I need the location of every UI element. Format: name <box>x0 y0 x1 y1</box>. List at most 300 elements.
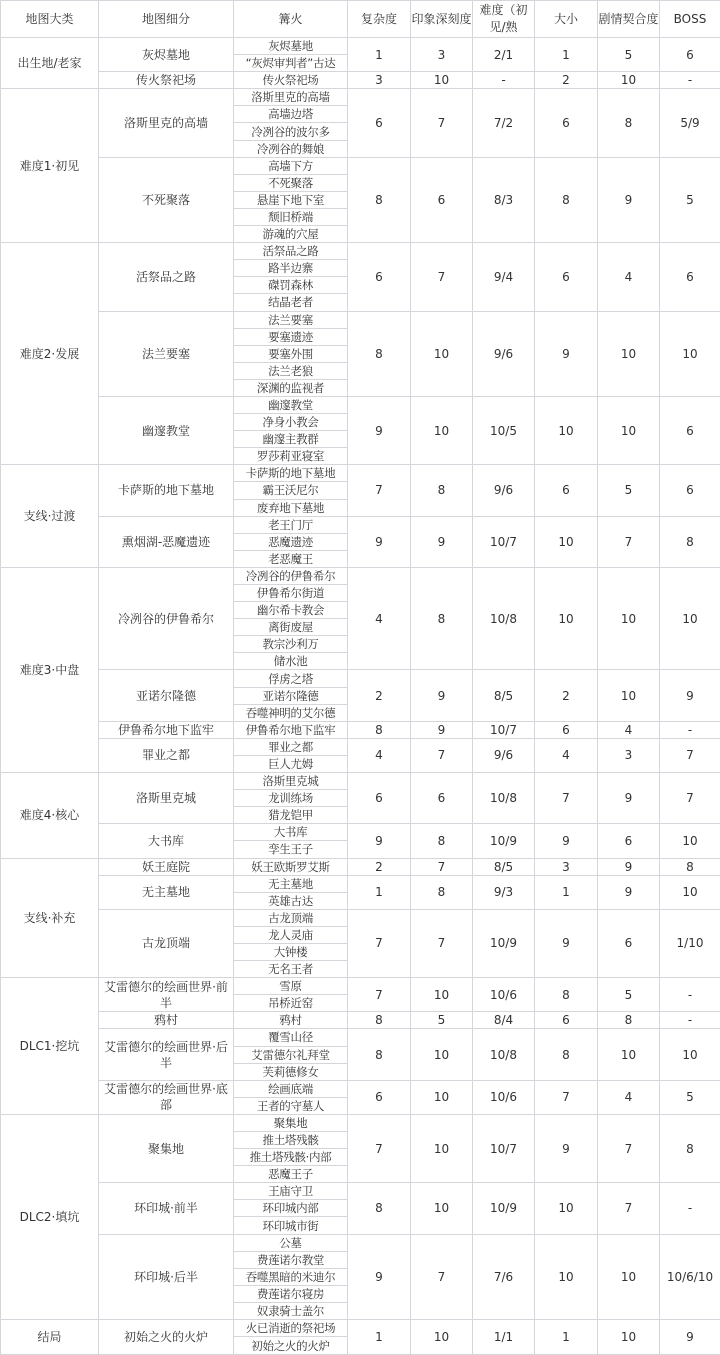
table-row <box>1 89 720 106</box>
area-cell: 活祭品之路 <box>99 243 234 311</box>
impression-cell: 10 <box>411 72 473 89</box>
impression-cell: 7 <box>411 909 473 977</box>
area-cell: 传火祭祀场 <box>99 72 234 89</box>
bonfire-cell: 俘虏之塔 <box>234 670 348 687</box>
complexity-cell: 7 <box>348 1114 411 1182</box>
boss-cell: 10 <box>660 875 720 909</box>
size-cell: 9 <box>535 311 598 396</box>
difficulty-cell: 7/2 <box>473 89 535 157</box>
header-area: 地图细分 <box>99 1 234 38</box>
size-cell: 10 <box>535 396 598 464</box>
bonfire-cell: 龙人灵庙 <box>234 926 348 943</box>
boss-cell: 10 <box>660 311 720 396</box>
impression-cell: 10 <box>411 1114 473 1182</box>
impression-cell: 10 <box>411 311 473 396</box>
impression-cell: 8 <box>411 465 473 516</box>
bonfire-cell: 霸王沃尼尔 <box>234 482 348 499</box>
difficulty-cell: 10/6 <box>473 978 535 1012</box>
table-row <box>1 567 720 584</box>
size-cell: 10 <box>535 567 598 670</box>
size-cell: 1 <box>535 1320 598 1355</box>
bonfire-cell: 艾雷德尔礼拜堂 <box>234 1046 348 1063</box>
size-cell: 8 <box>535 1029 598 1080</box>
bonfire-cell: 不死聚落 <box>234 174 348 191</box>
size-cell: 7 <box>535 773 598 824</box>
table-row <box>1 1012 720 1029</box>
complexity-cell: 9 <box>348 396 411 464</box>
size-cell: 1 <box>535 38 598 72</box>
difficulty-cell: 10/7 <box>473 1114 535 1182</box>
table-row <box>1 670 720 687</box>
boss-cell: 8 <box>660 858 720 875</box>
difficulty-cell: 2/1 <box>473 38 535 72</box>
bonfire-cell: 卡萨斯的地下墓地 <box>234 465 348 482</box>
size-cell: 10 <box>535 516 598 567</box>
size-cell: 2 <box>535 670 598 721</box>
bonfire-cell: 孪生王子 <box>234 841 348 858</box>
bonfire-cell: 冷冽谷的波尔多 <box>234 123 348 140</box>
size-cell: 7 <box>535 1080 598 1114</box>
difficulty-cell: 10/9 <box>473 909 535 977</box>
boss-cell: 6 <box>660 465 720 516</box>
story-cell: 8 <box>598 89 660 157</box>
difficulty-cell: 10/9 <box>473 824 535 858</box>
story-cell: 9 <box>598 858 660 875</box>
bonfire-cell: 吞噬神明的艾尔德 <box>234 704 348 721</box>
boss-cell: - <box>660 1183 720 1234</box>
table-row <box>1 858 720 875</box>
category-cell: 难度4·核心 <box>1 773 99 858</box>
bonfire-cell: 初始之火的火炉 <box>234 1337 348 1355</box>
size-cell: 10 <box>535 1234 598 1319</box>
area-cell: 无主墓地 <box>99 875 234 909</box>
complexity-cell: 8 <box>348 1183 411 1234</box>
size-cell: 9 <box>535 909 598 977</box>
difficulty-cell: 9/6 <box>473 738 535 772</box>
bonfire-cell: “灰烬审判者”古达 <box>234 55 348 72</box>
impression-cell: 7 <box>411 89 473 157</box>
impression-cell: 9 <box>411 721 473 738</box>
story-cell: 9 <box>598 773 660 824</box>
table-row <box>1 824 720 841</box>
table-row <box>1 243 720 260</box>
bonfire-cell: 大钟楼 <box>234 943 348 960</box>
area-cell: 聚集地 <box>99 1114 234 1182</box>
difficulty-cell: 9/3 <box>473 875 535 909</box>
bonfire-cell: 伊鲁希尔地下监牢 <box>234 721 348 738</box>
bonfire-cell: 净身小教会 <box>234 414 348 431</box>
bonfire-cell: 吊桥近窑 <box>234 995 348 1012</box>
complexity-cell: 2 <box>348 670 411 721</box>
bonfire-cell: 雪原 <box>234 978 348 995</box>
bonfire-cell: 王者的守墓人 <box>234 1097 348 1114</box>
complexity-cell: 1 <box>348 1320 411 1355</box>
bonfire-cell: 绘画底端 <box>234 1080 348 1097</box>
table-row <box>1 978 720 995</box>
bonfire-cell: 幽尔希卡教会 <box>234 602 348 619</box>
area-cell: 伊鲁希尔地下监牢 <box>99 721 234 738</box>
bonfire-cell: 费莲诺尔寝房 <box>234 1285 348 1302</box>
bonfire-cell: 游魂的穴屋 <box>234 226 348 243</box>
story-cell: 5 <box>598 465 660 516</box>
story-cell: 10 <box>598 670 660 721</box>
boss-cell: 9 <box>660 670 720 721</box>
category-cell: 难度1·初见 <box>1 89 99 243</box>
bonfire-cell: 火已消逝的祭祀场 <box>234 1320 348 1337</box>
bonfire-cell: 悬崖下地下室 <box>234 191 348 208</box>
impression-cell: 7 <box>411 738 473 772</box>
complexity-cell: 8 <box>348 157 411 242</box>
bonfire-cell: 环印城市街 <box>234 1217 348 1234</box>
bonfire-cell: 英雄古达 <box>234 892 348 909</box>
area-cell: 鸦村 <box>99 1012 234 1029</box>
bonfire-cell: 老恶魔王 <box>234 550 348 567</box>
bonfire-cell: 法兰要塞 <box>234 311 348 328</box>
boss-cell: - <box>660 72 720 89</box>
boss-cell: 8 <box>660 1114 720 1182</box>
table-row <box>1 1320 720 1337</box>
table-row <box>1 1029 720 1046</box>
category-cell: 难度3·中盘 <box>1 567 99 772</box>
table-row <box>1 157 720 174</box>
table-row <box>1 773 720 790</box>
size-cell: 9 <box>535 1114 598 1182</box>
header-impression: 印象深刻度 <box>411 1 473 38</box>
complexity-cell: 2 <box>348 858 411 875</box>
size-cell: 9 <box>535 824 598 858</box>
bonfire-cell: 储水池 <box>234 653 348 670</box>
bonfire-cell: 推土塔残骸 <box>234 1132 348 1149</box>
story-cell: 10 <box>598 311 660 396</box>
bonfire-cell: 费莲诺尔教堂 <box>234 1251 348 1268</box>
difficulty-cell: 10/7 <box>473 516 535 567</box>
area-cell: 环印城·后半 <box>99 1234 234 1319</box>
area-cell: 灰烬墓地 <box>99 38 234 72</box>
bonfire-cell: 奴隶骑士盖尔 <box>234 1302 348 1319</box>
size-cell: 8 <box>535 157 598 242</box>
header-boss: BOSS <box>660 1 720 38</box>
impression-cell: 7 <box>411 1234 473 1319</box>
bonfire-cell: 教宗沙利万 <box>234 636 348 653</box>
bonfire-cell: 无名王者 <box>234 961 348 978</box>
header-bonfire: 篝火 <box>234 1 348 38</box>
bonfire-cell: 颓旧桥端 <box>234 208 348 225</box>
bonfire-cell: 法兰老狼 <box>234 362 348 379</box>
complexity-cell: 1 <box>348 875 411 909</box>
table-row <box>1 738 720 755</box>
difficulty-cell: 10/9 <box>473 1183 535 1234</box>
table-row <box>1 909 720 926</box>
size-cell: 8 <box>535 978 598 1012</box>
area-cell: 卡萨斯的地下墓地 <box>99 465 234 516</box>
boss-cell: 10 <box>660 567 720 670</box>
story-cell: 9 <box>598 157 660 242</box>
impression-cell: 8 <box>411 875 473 909</box>
table-row <box>1 1080 720 1097</box>
complexity-cell: 6 <box>348 243 411 311</box>
category-cell: 支线·补充 <box>1 858 99 978</box>
story-cell: 3 <box>598 738 660 772</box>
bonfire-cell: 要塞遗迹 <box>234 328 348 345</box>
header-size: 大小 <box>535 1 598 38</box>
table-row <box>1 311 720 328</box>
bonfire-cell: 伊鲁希尔街道 <box>234 585 348 602</box>
impression-cell: 5 <box>411 1012 473 1029</box>
difficulty-cell: 10/8 <box>473 773 535 824</box>
impression-cell: 7 <box>411 243 473 311</box>
impression-cell: 6 <box>411 773 473 824</box>
category-cell: 支线·过渡 <box>1 465 99 568</box>
area-cell: 法兰要塞 <box>99 311 234 396</box>
complexity-cell: 8 <box>348 1029 411 1080</box>
bonfire-cell: 罗莎莉亚寝室 <box>234 448 348 465</box>
complexity-cell: 6 <box>348 89 411 157</box>
size-cell: 6 <box>535 721 598 738</box>
story-cell: 8 <box>598 1012 660 1029</box>
bonfire-cell: 罪业之都 <box>234 738 348 755</box>
difficulty-cell: 10/7 <box>473 721 535 738</box>
impression-cell: 9 <box>411 516 473 567</box>
area-cell: 洛斯里克城 <box>99 773 234 824</box>
category-cell: 出生地/老家 <box>1 38 99 89</box>
complexity-cell: 8 <box>348 311 411 396</box>
bonfire-cell: 猎龙铠甲 <box>234 807 348 824</box>
table-row <box>1 1114 720 1131</box>
difficulty-cell: 9/4 <box>473 243 535 311</box>
bonfire-cell: 大书库 <box>234 824 348 841</box>
complexity-cell: 4 <box>348 738 411 772</box>
area-cell: 艾雷德尔的绘画世界·后半 <box>99 1029 234 1080</box>
story-cell: 10 <box>598 1029 660 1080</box>
area-cell: 冷冽谷的伊鲁希尔 <box>99 567 234 670</box>
complexity-cell: 6 <box>348 773 411 824</box>
bonfire-cell: 冷冽谷的舞娘 <box>234 140 348 157</box>
complexity-cell: 8 <box>348 721 411 738</box>
table-row <box>1 72 720 89</box>
table-body <box>1 38 720 1355</box>
difficulty-cell: 8/3 <box>473 157 535 242</box>
category-cell: 难度2·发展 <box>1 243 99 465</box>
impression-cell: 3 <box>411 38 473 72</box>
impression-cell: 9 <box>411 670 473 721</box>
story-cell: 7 <box>598 516 660 567</box>
story-cell: 4 <box>598 243 660 311</box>
size-cell: 4 <box>535 738 598 772</box>
table-row <box>1 875 720 892</box>
complexity-cell: 7 <box>348 465 411 516</box>
bonfire-cell: 废弃地下墓地 <box>234 499 348 516</box>
table-row <box>1 1183 720 1200</box>
bonfire-cell: 鸦村 <box>234 1012 348 1029</box>
area-cell: 古龙顶端 <box>99 909 234 977</box>
story-cell: 9 <box>598 875 660 909</box>
size-cell: 6 <box>535 89 598 157</box>
bonfire-cell: 巨人尤姆 <box>234 755 348 772</box>
bonfire-cell: 深渊的监视者 <box>234 379 348 396</box>
complexity-cell: 8 <box>348 1012 411 1029</box>
story-cell: 10 <box>598 396 660 464</box>
boss-cell: 10/6/10 <box>660 1234 720 1319</box>
bonfire-cell: 灰烬墓地 <box>234 38 348 55</box>
complexity-cell: 7 <box>348 909 411 977</box>
size-cell: 1 <box>535 875 598 909</box>
bonfire-cell: 王庙守卫 <box>234 1183 348 1200</box>
story-cell: 6 <box>598 824 660 858</box>
bonfire-cell: 环印城内部 <box>234 1200 348 1217</box>
difficulty-cell: 10/8 <box>473 567 535 670</box>
area-cell: 妖王庭院 <box>99 858 234 875</box>
complexity-cell: 4 <box>348 567 411 670</box>
boss-cell: 7 <box>660 738 720 772</box>
bonfire-cell: 古龙顶端 <box>234 909 348 926</box>
header-story: 剧情契合度 <box>598 1 660 38</box>
table-row <box>1 721 720 738</box>
boss-cell: 5 <box>660 1080 720 1114</box>
bonfire-cell: 离街废屋 <box>234 619 348 636</box>
impression-cell: 6 <box>411 157 473 242</box>
category-cell: DLC2·填坑 <box>1 1114 99 1319</box>
impression-cell: 10 <box>411 396 473 464</box>
area-cell: 环印城·前半 <box>99 1183 234 1234</box>
complexity-cell: 7 <box>348 978 411 1012</box>
difficulty-cell: 10/6 <box>473 1080 535 1114</box>
bonfire-cell: 传火祭祀场 <box>234 72 348 89</box>
boss-cell: - <box>660 1012 720 1029</box>
table-row <box>1 1234 720 1251</box>
table-row <box>1 396 720 413</box>
bonfire-cell: 亚诺尔隆德 <box>234 687 348 704</box>
bonfire-cell: 吞噬黑暗的米迪尔 <box>234 1268 348 1285</box>
bonfire-cell: 公墓 <box>234 1234 348 1251</box>
impression-cell: 10 <box>411 978 473 1012</box>
difficulty-cell: 9/6 <box>473 465 535 516</box>
size-cell: 6 <box>535 1012 598 1029</box>
story-cell: 10 <box>598 567 660 670</box>
header-category: 地图大类 <box>1 1 99 38</box>
boss-cell: 6 <box>660 38 720 72</box>
boss-cell: 6 <box>660 396 720 464</box>
bonfire-cell: 冷冽谷的伊鲁希尔 <box>234 567 348 584</box>
impression-cell: 10 <box>411 1080 473 1114</box>
complexity-cell: 9 <box>348 824 411 858</box>
area-cell: 罪业之都 <box>99 738 234 772</box>
story-cell: 7 <box>598 1183 660 1234</box>
header-difficulty: 难度（初见/熟 <box>473 1 535 38</box>
boss-cell: 1/10 <box>660 909 720 977</box>
area-cell: 亚诺尔隆德 <box>99 670 234 721</box>
difficulty-cell: 1/1 <box>473 1320 535 1355</box>
bonfire-cell: 幽邃教堂 <box>234 396 348 413</box>
boss-cell: 6 <box>660 243 720 311</box>
boss-cell: 10 <box>660 824 720 858</box>
bonfire-cell: 磔罚森林 <box>234 277 348 294</box>
boss-cell: 9 <box>660 1320 720 1355</box>
complexity-cell: 6 <box>348 1080 411 1114</box>
bonfire-cell: 要塞外围 <box>234 345 348 362</box>
header-row <box>1 1 720 38</box>
story-cell: 5 <box>598 978 660 1012</box>
table-row <box>1 465 720 482</box>
impression-cell: 8 <box>411 824 473 858</box>
impression-cell: 10 <box>411 1029 473 1080</box>
impression-cell: 10 <box>411 1320 473 1355</box>
area-cell: 洛斯里克的高墙 <box>99 89 234 157</box>
boss-cell: 10 <box>660 1029 720 1080</box>
category-cell: 结局 <box>1 1320 99 1355</box>
story-cell: 10 <box>598 1234 660 1319</box>
bonfire-cell: 恶魔王子 <box>234 1166 348 1183</box>
boss-cell: 7 <box>660 773 720 824</box>
boss-cell: 5 <box>660 157 720 242</box>
size-cell: 10 <box>535 1183 598 1234</box>
area-cell: 不死聚落 <box>99 157 234 242</box>
difficulty-cell: 10/8 <box>473 1029 535 1080</box>
boss-cell: - <box>660 978 720 1012</box>
complexity-cell: 9 <box>348 1234 411 1319</box>
size-cell: 6 <box>535 243 598 311</box>
size-cell: 3 <box>535 858 598 875</box>
story-cell: 4 <box>598 1080 660 1114</box>
complexity-cell: 3 <box>348 72 411 89</box>
area-cell: 艾雷德尔的绘画世界·底部 <box>99 1080 234 1114</box>
bonfire-cell: 推土塔残骸·内部 <box>234 1149 348 1166</box>
bonfire-cell: 聚集地 <box>234 1114 348 1131</box>
difficulty-cell: 8/5 <box>473 858 535 875</box>
bonfire-cell: 洛斯里克的高墙 <box>234 89 348 106</box>
area-cell: 大书库 <box>99 824 234 858</box>
bonfire-cell: 龙训练场 <box>234 790 348 807</box>
bonfire-cell: 洛斯里克城 <box>234 773 348 790</box>
bonfire-cell: 幽邃主教群 <box>234 431 348 448</box>
bonfire-cell: 高墙下方 <box>234 157 348 174</box>
bonfire-cell: 结晶老者 <box>234 294 348 311</box>
complexity-cell: 9 <box>348 516 411 567</box>
boss-cell: 8 <box>660 516 720 567</box>
table-row <box>1 516 720 533</box>
bonfire-cell: 路半边寨 <box>234 260 348 277</box>
story-cell: 6 <box>598 909 660 977</box>
category-cell: DLC1·挖坑 <box>1 978 99 1115</box>
difficulty-cell: 8/5 <box>473 670 535 721</box>
bonfire-cell: 芙莉德修女 <box>234 1063 348 1080</box>
area-cell: 熏烟湖-恶魔遗迹 <box>99 516 234 567</box>
impression-cell: 7 <box>411 858 473 875</box>
size-cell: 6 <box>535 465 598 516</box>
story-cell: 7 <box>598 1114 660 1182</box>
bonfire-cell: 覆雪山径 <box>234 1029 348 1046</box>
bonfire-cell: 活祭品之路 <box>234 243 348 260</box>
size-cell: 2 <box>535 72 598 89</box>
story-cell: 10 <box>598 72 660 89</box>
bonfire-cell: 妖王欧斯罗艾斯 <box>234 858 348 875</box>
impression-cell: 10 <box>411 1183 473 1234</box>
story-cell: 5 <box>598 38 660 72</box>
boss-cell: - <box>660 721 720 738</box>
difficulty-cell: 9/6 <box>473 311 535 396</box>
area-cell: 艾雷德尔的绘画世界·前半 <box>99 978 234 1012</box>
story-cell: 10 <box>598 1320 660 1355</box>
difficulty-cell: 10/5 <box>473 396 535 464</box>
table-row <box>1 38 720 55</box>
area-cell: 初始之火的火炉 <box>99 1320 234 1355</box>
impression-cell: 8 <box>411 567 473 670</box>
bonfire-cell: 老王门厅 <box>234 516 348 533</box>
area-cell: 幽邃教堂 <box>99 396 234 464</box>
difficulty-cell: 7/6 <box>473 1234 535 1319</box>
header-complexity: 复杂度 <box>348 1 411 38</box>
bonfire-cell: 无主墓地 <box>234 875 348 892</box>
difficulty-cell: 8/4 <box>473 1012 535 1029</box>
